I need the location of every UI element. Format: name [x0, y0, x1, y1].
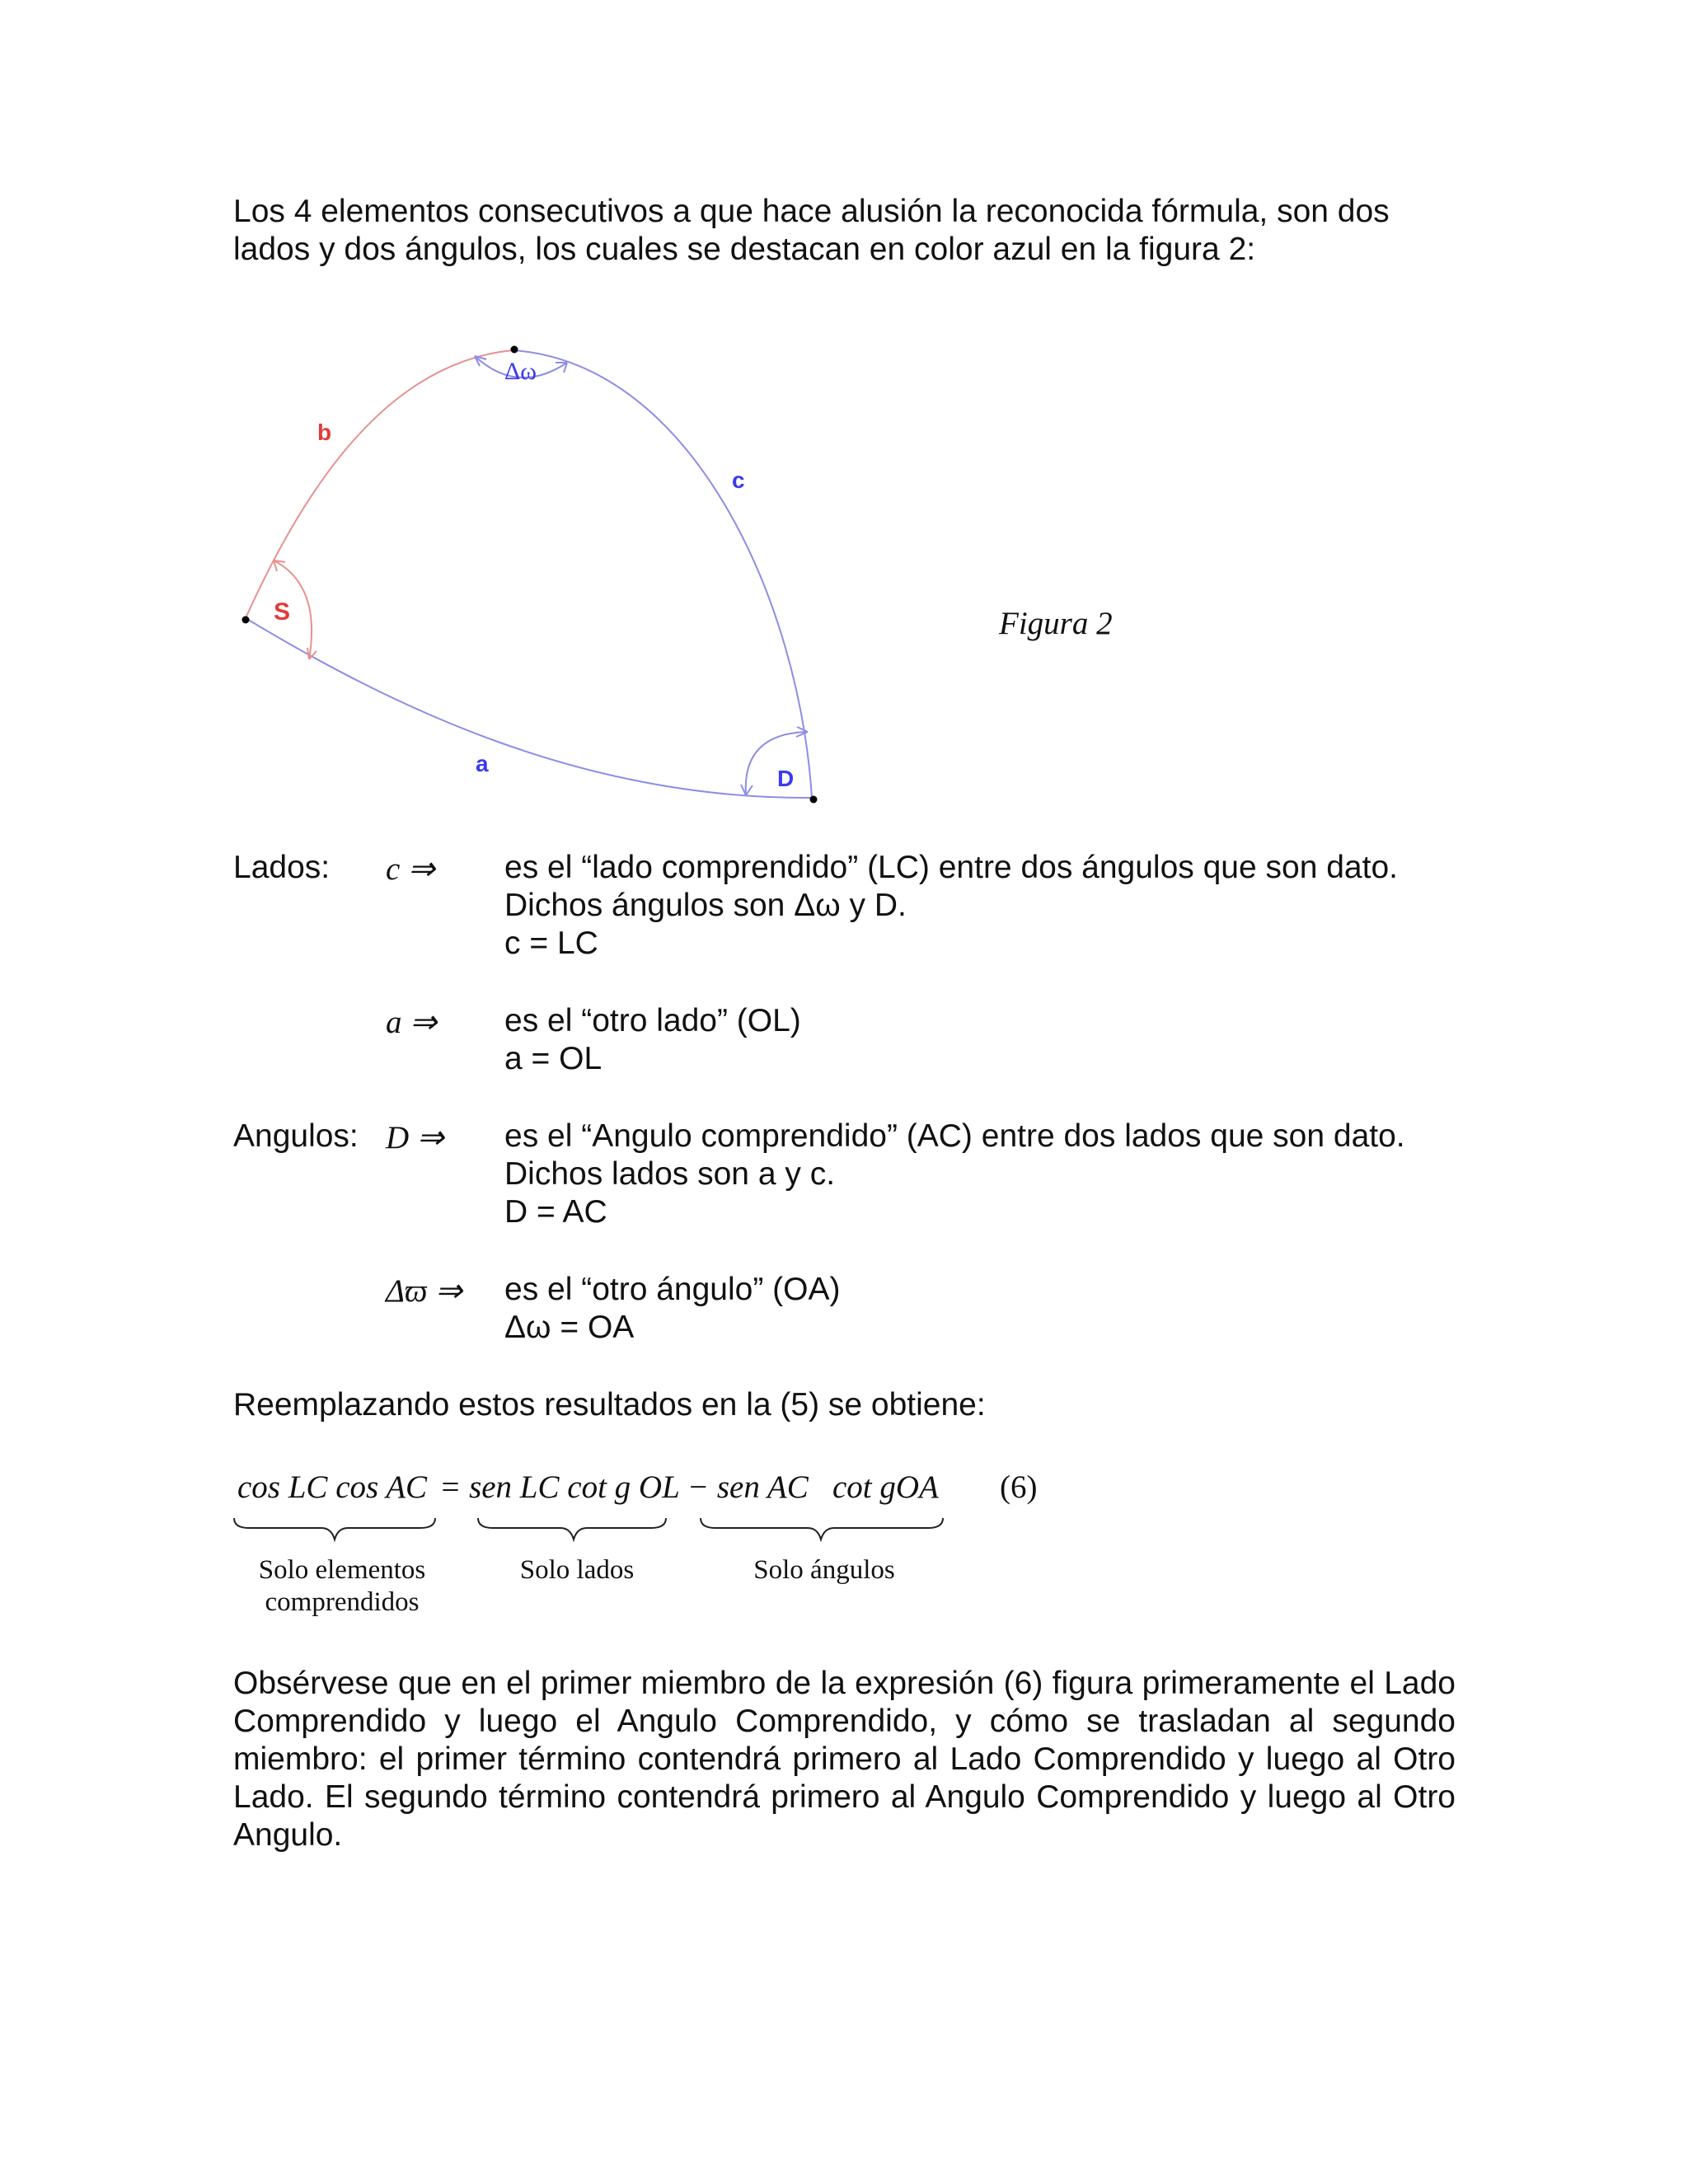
desc-a-line-1: es el “otro lado” (OL)	[504, 1003, 801, 1038]
formula-part-1: cos LC cos AC	[237, 1469, 428, 1505]
symbol-dw: Δϖ ⇒	[386, 1273, 462, 1309]
closing-paragraph: Obsérvese que en el primer miembro de la expresión (6) figura primeramente el Lado Comprendido y luego el Angulo Comprendido, y cómo se trasladan al segundo miembro: el primer término contendrá primero al Lado Comprendido y luego al Otro Lado. El segundo término contendrá primero al Angulo Comprendido y luego al Otro Angulo.	[233, 1666, 1456, 1853]
angle-d-arrow-bottom	[741, 785, 753, 795]
symbol-a: a ⇒	[386, 1005, 437, 1040]
desc-c-line-3: c = LC	[504, 926, 598, 961]
label-angle-d: D	[777, 766, 795, 791]
lados-heading: Lados:	[233, 850, 331, 885]
intro-paragraph	[233, 193, 1453, 269]
spherical-triangle-figure	[231, 338, 841, 816]
desc-c	[504, 849, 1398, 963]
intro-line-2: lados y dos ángulos, los cuales se destacan en color azul en la figura 2:	[233, 232, 1256, 267]
symbol-c: c ⇒	[386, 851, 435, 887]
formula-number: (6)	[1000, 1469, 1038, 1505]
desc-a	[504, 1002, 801, 1078]
formula-braces	[231, 1515, 956, 1548]
brace-3	[701, 1518, 943, 1540]
desc-c-line-1: es el “lado comprendido” (LC) entre dos ángulos que son dato.	[504, 850, 1398, 885]
label-top-angle: Δω	[504, 358, 537, 385]
brace-2-label: Solo lados	[519, 1555, 635, 1585]
desc-dw-line-2: Δω = OA	[504, 1310, 635, 1345]
label-side-a: a	[476, 751, 489, 776]
brace-2	[478, 1518, 666, 1540]
desc-d-line-2: Dichos lados son a y c.	[504, 1156, 836, 1192]
angulos-heading: Angulos:	[233, 1118, 359, 1154]
desc-d-line-1: es el “Angulo comprendido” (AC) entre dos lados que son dato.	[504, 1118, 1405, 1154]
symbol-d: D ⇒	[386, 1120, 444, 1155]
side-c-arc	[513, 350, 812, 798]
brace-3-label: Solo ángulos	[753, 1555, 895, 1585]
vertex-s	[242, 616, 250, 624]
replacing-sentence: Reemplazando estos resultados en la (5) se obtiene:	[233, 1387, 986, 1422]
formula-part-3: cot gOA	[832, 1469, 939, 1505]
formula-part-2: = sen LC cot g OL − sen AC	[439, 1469, 809, 1505]
desc-a-line-2: a = OL	[504, 1041, 603, 1076]
vertex-d	[810, 796, 818, 804]
brace-1-label	[239, 1554, 445, 1619]
side-a-arc	[246, 618, 812, 798]
intro-line-1: Los 4 elementos consecutivos a que hace alusión la reconocida fórmula, son dos	[233, 194, 1390, 229]
side-b-arc	[246, 350, 513, 618]
brace-1-label-line-1: Solo elementos	[258, 1555, 426, 1585]
brace-1	[234, 1518, 435, 1540]
desc-c-line-2: Dichos ángulos son Δω y D.	[504, 888, 907, 923]
desc-d	[504, 1118, 1405, 1231]
desc-d-line-3: D = AC	[504, 1194, 607, 1230]
label-side-c: c	[732, 467, 745, 493]
figure-caption: Figura 2	[999, 606, 1113, 641]
desc-dw-line-1: es el “otro ángulo” (OA)	[504, 1272, 841, 1307]
vertex-top	[511, 346, 518, 354]
label-side-b: b	[317, 419, 332, 445]
brace-1-label-line-2: comprendidos	[265, 1587, 420, 1617]
label-angle-s: S	[274, 598, 291, 626]
desc-dw	[504, 1271, 841, 1347]
